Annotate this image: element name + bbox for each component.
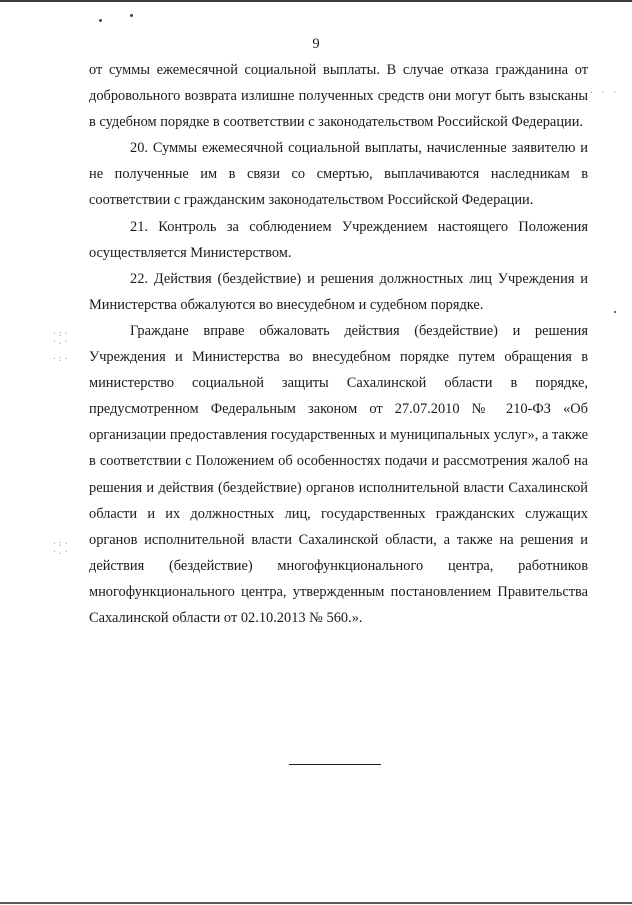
scan-top-edge: [0, 0, 632, 2]
page-number: 9: [312, 36, 320, 52]
paragraph-22-appeal: 22. Действия (бездействие) и решения должностных лиц Учреждения и Министерства обжалуются во внесудебном и судебном порядке.: [89, 270, 588, 313]
scan-artifact: ·:· ·.·: [52, 539, 70, 556]
scan-bottom-edge: [0, 902, 632, 904]
scan-speck: [99, 19, 102, 22]
scan-speck: [614, 311, 616, 313]
scan-artifact: ·:·: [52, 354, 70, 363]
paragraph-20-inheritance: 20. Суммы ежемесячной социальной выплаты, начисленные заявителю и не полученные им в связи со смертью, выплачиваются наследникам в соответствии с гражданским законодательством Российской Федерации.: [89, 140, 588, 209]
document-body: [89, 57, 588, 631]
paragraph-21-control: 21. Контроль за соблюдением Учреждением настоящего Положения осуществляется Министерством.: [89, 218, 588, 261]
scan-speck: [130, 14, 133, 17]
closing-separator-line: [289, 764, 381, 765]
scan-artifact: ·:· ·.·: [52, 329, 70, 346]
scan-artifact: · · ·: [589, 88, 619, 97]
paragraph-citizens-rights: Граждане вправе обжаловать действия (бездействие) и решения Учреждения и Министерства во внесудебном порядке путем обращения в министерство социальной защиты Сахалинской области в порядке, предусмотренном Федеральным законом от 27.07.2010 № 210-ФЗ «Об организации предоставления государственных и муниципальных услуг», а также в соответствии с Положением об особенностях подачи и рассмотрения жалоб на решения и действия (бездействие) органов исполнительной власти Сахалинской области и их должностных лиц, государственных гражданских служащих органов исполнительной власти Сахалинской области, а также на решения и действия (бездействие) многофункционального центра, работников многофункционального центра, утвержденным постановлением Правительства Сахалинской области от 02.10.2013 № 560.».: [89, 322, 588, 626]
paragraph-repayment: от суммы ежемесячной социальной выплаты. В случае отказа гражданина от добровольного возврата излишне полученных средств они могут быть взысканы в судебном порядке в соответствии с законодательством Российской Федерации.: [89, 62, 588, 131]
